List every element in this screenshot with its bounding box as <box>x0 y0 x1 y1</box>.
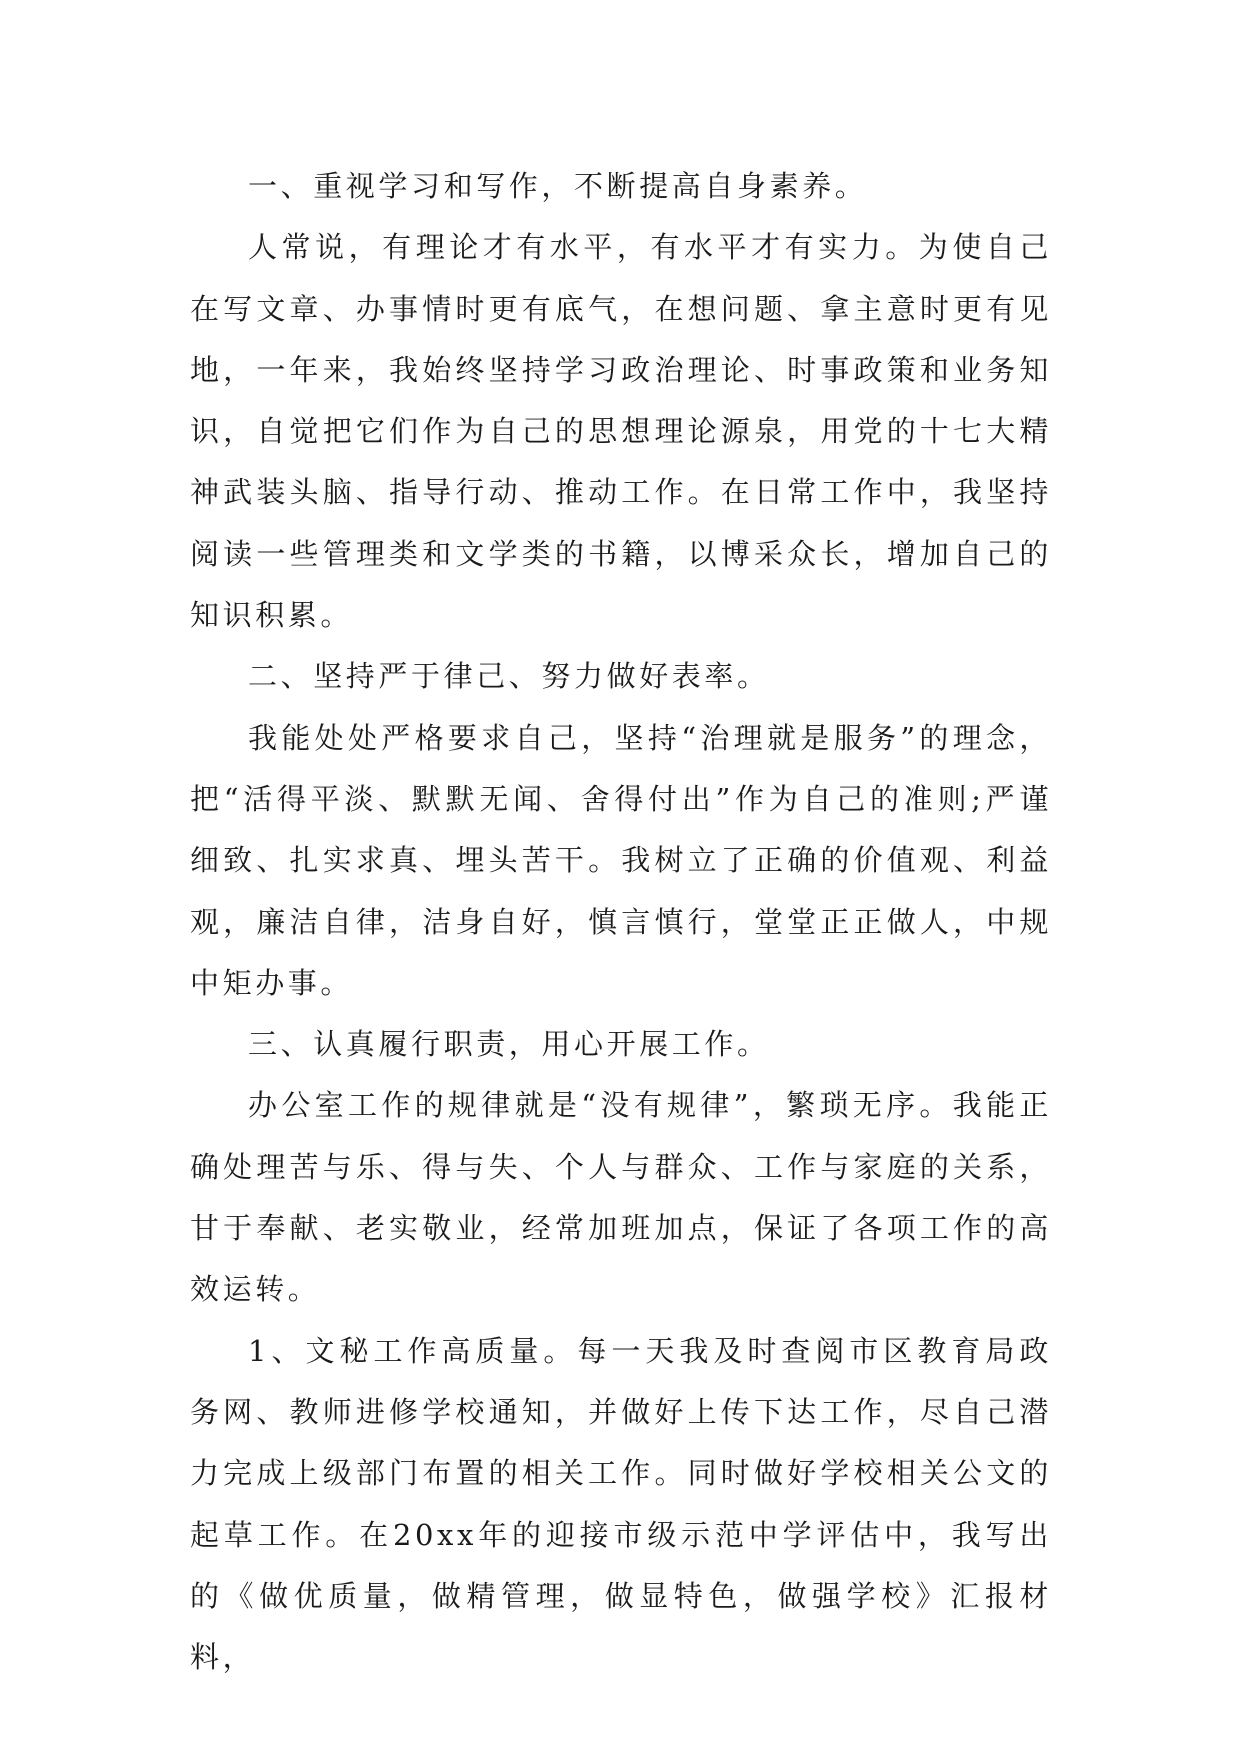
paragraph-secretarial-work: 1、文秘工作高质量。每一天我及时查阅市区教育局政务网、教师进修学校通知，并做好上传下达工作，尽自己潜力完成上级部门布置的相关工作。同时做好学校相关公文的起草工作。在20xx年的迎接市级示范中学评估中，我写出的《做优质量，做精管理，做显特色，做强学校》汇报材料， <box>190 1333 1052 1675</box>
section-heading-3: 三、认真履行职责，用心开展工作。 <box>248 1027 770 1062</box>
paragraph-self-discipline: 我能处处严格要求自己，坚持“治理就是服务”的理念，把“活得平淡、默默无闻、舍得付出”作为自己的准则;严谨细致、扎实求真、埋头苦干。我树立了正确的价值观、利益观，廉洁自律，洁身自好，慎言慎行，堂堂正正做人，中规中矩办事。 <box>190 720 1052 1000</box>
section-heading-1: 一、重视学习和写作，不断提高自身素养。 <box>248 169 868 203</box>
document-body <box>190 156 1052 1688</box>
paragraph-study-theory: 人常说，有理论才有水平，有水平才有实力。为使自己在写文章、办事情时更有底气，在想问题、拿主意时更有见地，一年来，我始终坚持学习政治理论、时事政策和业务知识，自觉把它们作为自己的思想理论源泉，用党的十七大精神武装头脑、指导行动、推动工作。在日常工作中，我坚持阅读一些管理类和文学类的书籍，以博采众长，增加自己的知识积累。 <box>190 230 1052 633</box>
section-heading-2: 二、坚持严于律己、努力做好表率。 <box>248 659 770 694</box>
paragraph-office-work: 办公室工作的规律就是“没有规律”，繁琐无序。我能正确处理苦与乐、得与失、个人与群众、工作与家庭的关系，甘于奉献、老实敬业，经常加班加点，保证了各项工作的高效运转。 <box>190 1088 1052 1307</box>
